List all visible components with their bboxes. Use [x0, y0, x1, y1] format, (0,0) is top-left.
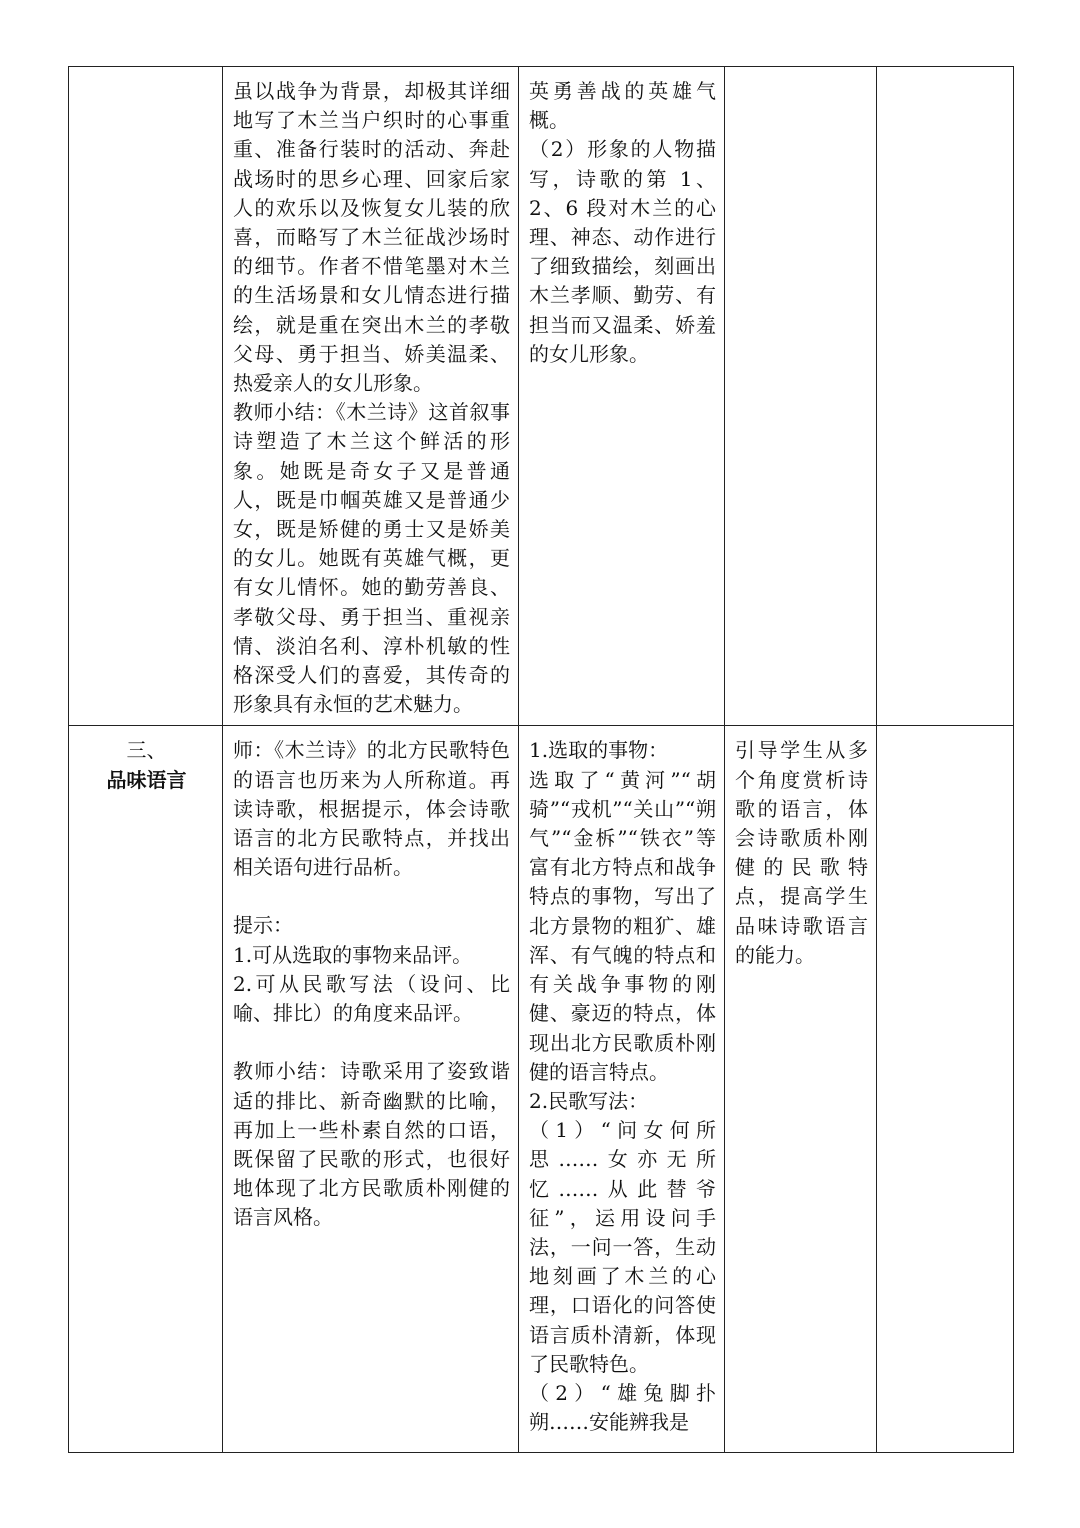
teacher-activity-cell — [223, 67, 519, 726]
student-paragraph: 1.选取的事物： — [529, 738, 669, 763]
design-intent-cell — [725, 726, 877, 1453]
lesson-plan-table — [68, 66, 1014, 1453]
paragraph-gap — [233, 1028, 510, 1057]
table-row — [69, 67, 1014, 726]
teacher-paragraph: 提示： — [233, 913, 293, 938]
section-cell — [69, 67, 223, 726]
teacher-paragraph: 2.可从民歌写法（设问、比喻、排比）的角度来品评。 — [233, 971, 510, 1026]
notes-cell — [877, 726, 1014, 1453]
student-activity-cell — [519, 726, 725, 1453]
student-paragraph: 选取了“黄河”“胡骑”“戎机”“关山”“朔气”“金柝”“铁衣”等富有北方特点和战争特点的事物，写出了北方景物的粗犷、雄浑、有气魄的特点和有关战争事物的刚健、豪迈的特点，体现出北方民歌质朴刚健的语言特点。 — [529, 767, 716, 1084]
design-intent-cell — [725, 67, 877, 726]
design-intent: 引导学生从多个角度赏析诗歌的语言，体会诗歌质朴刚健的民歌特点，提高学生品味诗歌语言的能力。 — [735, 738, 868, 967]
student-paragraph: 2.民歌写法： — [529, 1088, 649, 1113]
notes-cell — [877, 67, 1014, 726]
section-number: 三、 — [126, 738, 167, 763]
teacher-paragraph: 1.可从选取的事物来品评。 — [233, 942, 473, 967]
paragraph-gap — [233, 882, 510, 911]
student-paragraph: 英勇善战的英雄气概。 — [529, 79, 716, 133]
student-activity-cell — [519, 67, 725, 726]
student-paragraph: （2）“雄兔脚扑朔……安能辨我是 — [529, 1380, 716, 1435]
section-title: 品味语言 — [106, 767, 187, 792]
teacher-paragraph: 教师小结：诗歌采用了姿致谐适的排比、新奇幽默的比喻，再加上一些朴素自然的口语，既保留了民歌的形式，也很好地体现了北方民歌质朴刚健的语言风格。 — [233, 1059, 510, 1230]
student-paragraph: （1）“问女何所思……女亦无所忆……从此替爷征”，运用设问手法，一问一答，生动地刻画了木兰的心理，口语化的问答使语言质朴清新，体现了民歌特色。 — [529, 1118, 716, 1376]
teacher-paragraph: 虽以战争为背景，却极其详细地写了木兰当户织时的心事重重、准备行装时的活动、奔赴战场时的思乡心理、回家后家人的欢乐以及恢复女儿装的欣喜，而略写了木兰征战沙场时的细节。作者不惜笔墨对木兰的生活场景和女儿情态进行描绘，就是重在突出木兰的孝敬父母、勇于担当、娇美温柔、热爱亲人的女儿形象。 — [233, 79, 510, 396]
student-paragraph: （2）形象的人物描写，诗歌的第 1、2、6 段对木兰的心理、神态、动作进行了细致描绘，刻画出木兰孝顺、勤劳、有担当而又温柔、娇羞的女儿形象。 — [529, 137, 716, 366]
teacher-paragraph: 师：《木兰诗》的北方民歌特色的语言也历来为人所称道。再读诗歌，根据提示，体会诗歌语言的北方民歌特点，并找出相关语句进行品析。 — [233, 738, 510, 880]
teacher-paragraph: 教师小结：《木兰诗》这首叙事诗塑造了木兰这个鲜活的形象。她既是奇女子又是普通人，既是巾帼英雄又是普通少女，既是矫健的勇士又是娇美的女儿。她既有英雄气概，更有女儿情怀。她的勤劳善良、孝敬父母、勇于担当、重视亲情、淡泊名利、淳朴机敏的性格深受人们的喜爱，其传奇的形象具有永恒的艺术魅力。 — [233, 400, 510, 717]
section-cell — [69, 726, 223, 1453]
teacher-activity-cell — [223, 726, 519, 1453]
table-row — [69, 726, 1014, 1453]
